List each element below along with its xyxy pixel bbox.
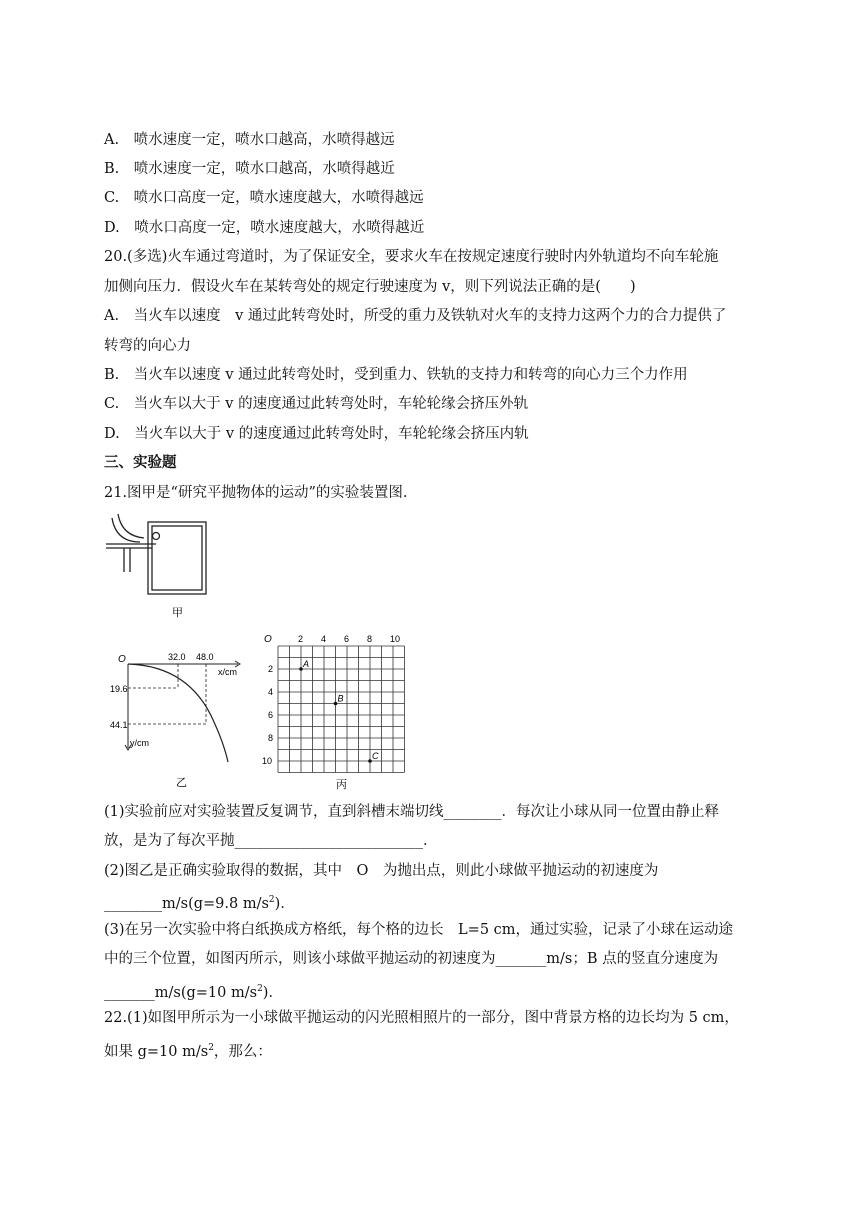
figure-bing-point-label: A xyxy=(303,659,310,669)
q21-part3-line1: (3)在另一次实验中将白纸换成方格纸，每个格的边长 L=5 cm，通过实验，记录了小球在运动途 xyxy=(104,922,734,938)
figure-bing-grid xyxy=(260,628,408,794)
figure-bing-y-tick: 4 xyxy=(268,687,274,697)
q20-option-a-line1: A. 当火车以速度 v 通过此转弯处时，所受的重力及铁轨对火车的支持力这两个力的合力提供了 xyxy=(104,308,727,324)
q19-option-b: B. 喷水速度一定，喷水口越高，水喷得越近 xyxy=(104,161,395,177)
figure-bing-x-tick: 10 xyxy=(390,634,401,644)
figure-yi-x-tick: 32.0 xyxy=(168,652,186,662)
q21-part3-line2: 中的三个位置，如图丙所示，则该小球做平抛运动的初速度为_______m/s；B 点的竖直分速度为 xyxy=(104,951,719,967)
section-heading: 三、实验题 xyxy=(104,455,177,471)
figure-yi-y-tick: 19.6 xyxy=(110,684,128,694)
q19-option-a: A. 喷水速度一定，喷水口越高，水喷得越远 xyxy=(104,132,395,148)
q20-stem-line1: 20.(多选)火车通过弯道时，为了保证安全，要求火车在按规定速度行驶时内外轨道均不向车轮施 xyxy=(104,249,719,265)
figure-yi-label: 乙 xyxy=(176,777,187,789)
figure-bing-x-tick: 2 xyxy=(298,634,304,644)
figure-bing-y-tick: 8 xyxy=(268,733,274,743)
q22-line2: 如果 g=10 $m/s^2$，那么： xyxy=(104,1043,272,1060)
figure-yi-trajectory xyxy=(110,648,250,794)
q21-part2-line2: ________m/s(g=9.8 $m/s^2$)． xyxy=(104,895,295,912)
figure-yi-origin: O xyxy=(118,654,126,665)
figure-bing-x-tick: 4 xyxy=(321,634,327,644)
q20-option-d: D. 当火车以大于 v 的速度通过此转弯处时，车轮轮缘会挤压内轨 xyxy=(104,426,529,442)
figure-bing-y-tick: 6 xyxy=(268,710,274,720)
q21-stem: 21.图甲是“研究平抛物体的运动”的实验装置图. xyxy=(104,485,408,501)
figure-bing-x-tick: 6 xyxy=(344,634,350,644)
figure-jia-apparatus xyxy=(100,512,210,620)
figure-yi-x-axis-label: x/cm xyxy=(218,667,237,677)
q19-option-d: D. 喷水口高度一定，喷水速度越大，水喷得越近 xyxy=(104,220,425,236)
q20-stem-line2: 加侧向压力．假设火车在某转弯处的规定行驶速度为 v，则下列说法正确的是( ) xyxy=(104,279,636,295)
figure-bing-origin: O xyxy=(264,634,272,645)
figure-yi-y-axis-label: y/cm xyxy=(130,738,149,748)
q20-option-b: B. 当火车以速度 v 通过此转弯处时，受到重力、铁轨的支持力和转弯的向心力三个力作用 xyxy=(104,367,688,383)
q22-line1: 22.(1)如图甲所示为一小球做平抛运动的闪光照相照片的一部分，图中背景方格的边长均为 5 cm， xyxy=(104,1010,739,1026)
figure-bing-y-tick: 2 xyxy=(268,664,274,674)
q21-part1-line1: (1)实验前应对实验装置反复调节，直到斜槽末端切线________．每次让小球从同一位置由静止释 xyxy=(104,804,720,820)
q19-option-c: C. 喷水口高度一定，喷水速度越大，水喷得越远 xyxy=(104,190,424,206)
figure-bing-y-tick: 10 xyxy=(262,756,273,766)
figure-bing-label: 丙 xyxy=(336,779,347,791)
figure-yi-y-tick: 44.1 xyxy=(110,720,128,730)
q21-part1-line2: 放，是为了每次平抛__________________________． xyxy=(104,833,438,849)
figure-bing-point-label: B xyxy=(337,693,344,704)
q20-option-a-line2: 转弯的向心力 xyxy=(104,338,191,354)
figure-yi-x-tick: 48.0 xyxy=(196,652,214,662)
q20-option-c: C. 当火车以大于 v 的速度通过此转弯处时，车轮轮缘会挤压外轨 xyxy=(104,396,529,412)
figure-bing-point-label: C xyxy=(372,751,379,761)
figure-bing-x-tick: 8 xyxy=(367,634,373,644)
q21-part2-line1: (2)图乙是正确实验取得的数据，其中 O 为抛出点，则此小球做平抛运动的初速度为 xyxy=(104,863,659,879)
q21-part3-line3: _______m/s(g=10 $m/s^2$)． xyxy=(104,984,283,1001)
figure-jia-label: 甲 xyxy=(172,607,183,619)
